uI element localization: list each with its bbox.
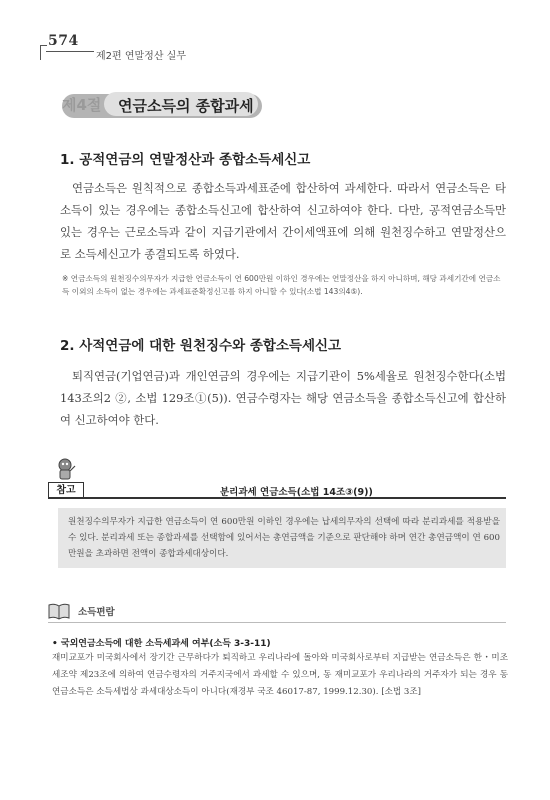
section-title: 연금소득의 종합과세: [118, 97, 254, 115]
chapter-title: 제2편 연말정산 실무: [96, 51, 186, 62]
subsection-1-paragraph: 연금소득은 원칙적으로 종합소득과세표준에 합산하여 과세한다. 따라서 연금소득은 타소득이 있는 경우에는 종합소득신고에 합산하여 신고하여야 한다. 다만, 공적연금소득만 있는 경우는 근로소득과 같이 지급기관에서 간이세액표에 의해 원천징수하고 연말정산으로 소득세신고가 종결되도록 하였다.: [60, 181, 506, 261]
handbook-bullet-title: • 국외연금소득에 대한 소득세과세 여부(소득 3-3-11): [52, 639, 271, 649]
handbook-rule: [48, 622, 506, 623]
reference-title: 분리과세 연금소득(소법 14조③(9)): [220, 487, 373, 498]
subsection-2-paragraph: 퇴직연금(기업연금)과 개인연금의 경우에는 지급기관이 5%세율로 원천징수한다(소법 143조의2 ②, 소법 129조①(5)). 연금수령자는 해당 연금소득을 종합소득신고에 합산하여 신고하여야 한다.: [60, 369, 506, 427]
subsection-1-note: ※ 연금소득의 원천징수의무자가 지급한 연금소득이 연 600만원 이하인 경우에는 연말정산을 하지 아니하며, 해당 과세기간에 연금소득 이외의 소득이 없는 경우에는 과세표준확정신고를 하지 아니할 수 있다(소법 143의4⑤).: [62, 274, 501, 296]
subsection-2-heading: 2. 사적연금에 대한 원천징수와 종합소득세신고: [60, 338, 342, 354]
header-bracket: [40, 45, 47, 60]
reference-tag: 참고: [48, 482, 84, 499]
handbook-label: 소득편람: [78, 607, 115, 618]
open-book-icon: [48, 602, 70, 620]
page-number: 574: [48, 33, 79, 49]
note-figure-icon: [54, 458, 76, 480]
reference-text: 원천징수의무자가 지급한 연금소득이 연 600만원 이하인 경우에는 납세의무자의 선택에 따라 분리과세를 적용받을 수 있다. 분리과세 또는 종합과세를 선택함에 있어서는 총연금액을 기준으로 판단해야 하며 연간 총연금액이 연 600만원을 초과하면 전액이 종합과세대상이다.: [68, 517, 500, 559]
handbook-bullet-text: 재미교포가 미국회사에서 장기간 근무하다가 퇴직하고 우리나라에 돌아와 미국회사로부터 지급받는 연금소득은 한・미조세조약 제23조에 의하여 연금수령자의 거주지국에서 과세할 수 있으며, 동 재미교포가 우리나라의 거주자가 되는 경우 동 연금소득은 소득세법상 과세대상소득이 아니다(재경부 국조 46017-87, 1999.12.30). [소법 3조]: [52, 653, 508, 697]
section-number: 제4절: [62, 96, 102, 114]
subsection-1-heading: 1. 공적연금의 연말정산과 종합소득세신고: [60, 152, 311, 168]
header-rule: [46, 51, 94, 52]
